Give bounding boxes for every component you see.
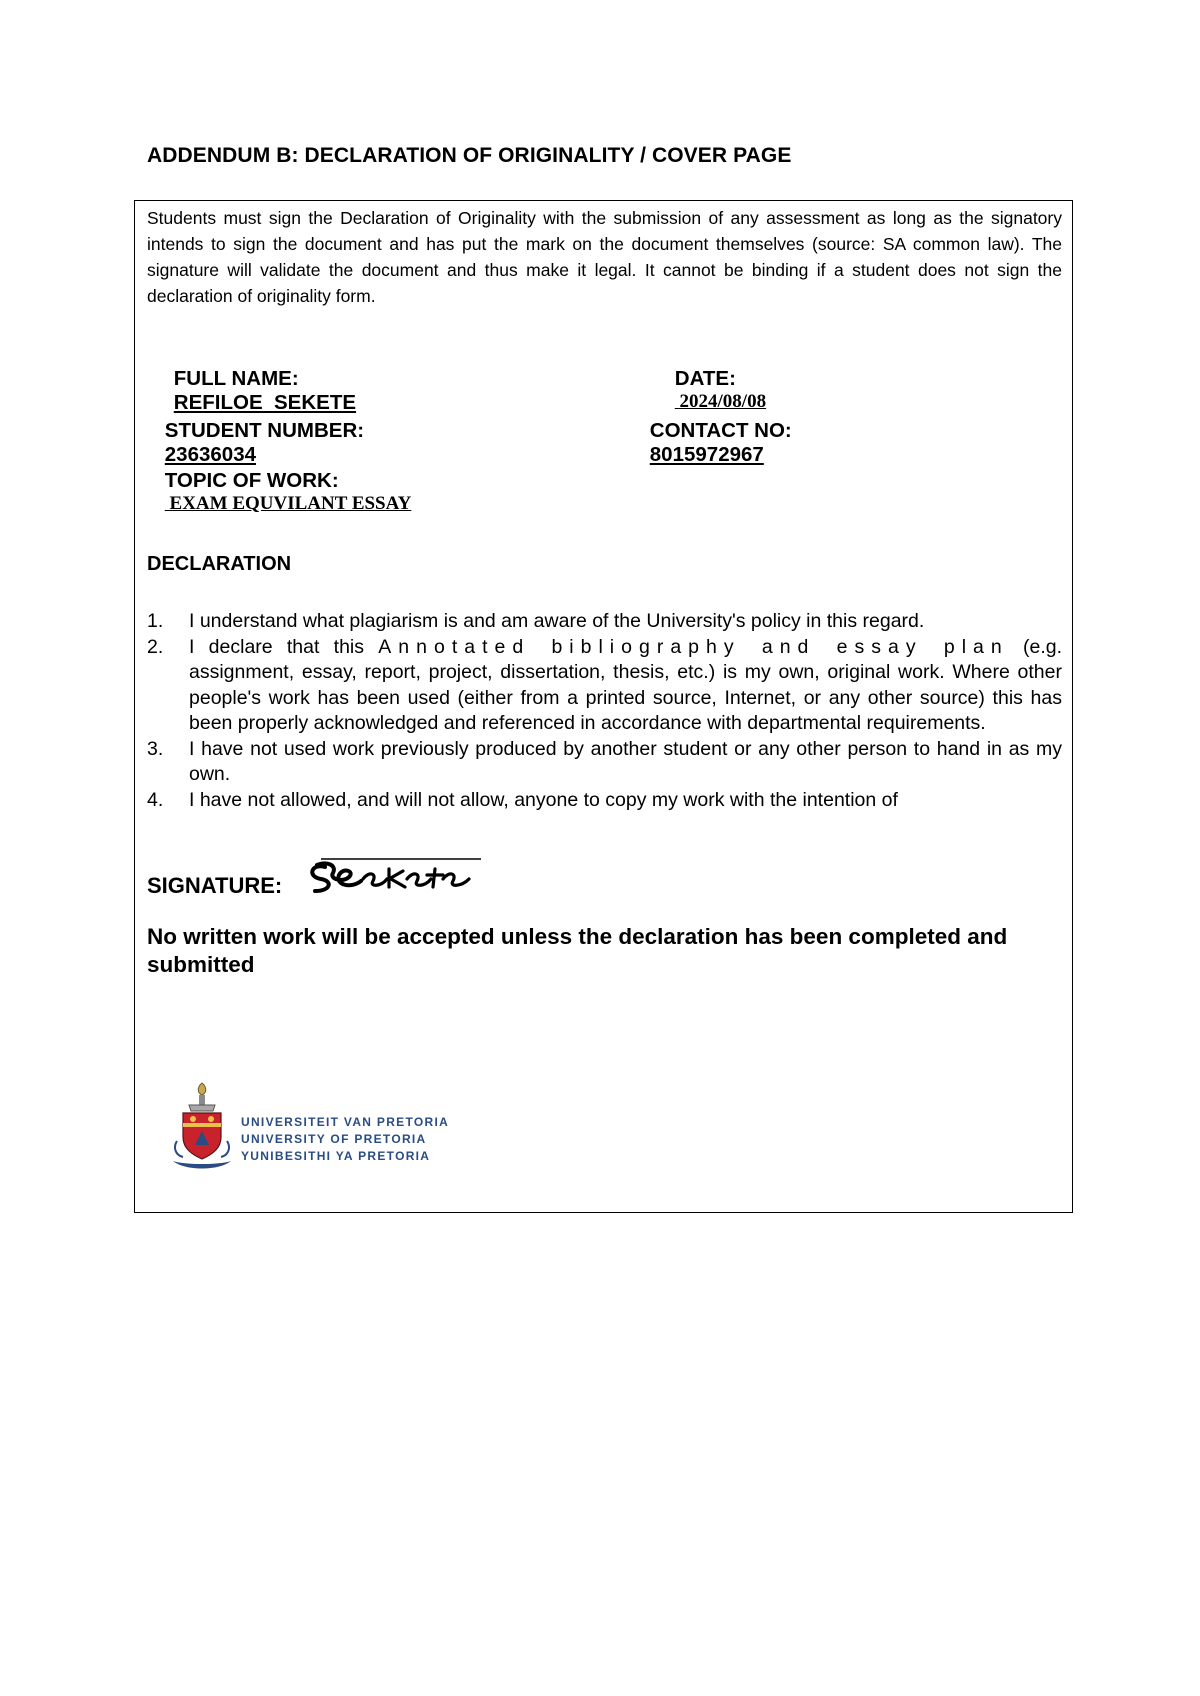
- item-text: I understand what plagiarism is and am aware of the University's policy in this regard.: [189, 610, 925, 632]
- declaration-heading: DECLARATION: [147, 553, 292, 575]
- item-text: I have not allowed, and will not allow, anyone to copy my work with the intention of: [189, 788, 898, 811]
- item-text: I declare that this: [189, 635, 379, 658]
- signature-label: SIGNATURE:: [147, 873, 283, 898]
- contact-row: [632, 401, 792, 485]
- declaration-item: [147, 609, 1062, 635]
- university-name-line: UNIVERSITY OF PRETORIA: [241, 1132, 427, 1146]
- university-name-line: YUNIBESITHI YA PRETORIA: [241, 1149, 431, 1163]
- student-number-value: 23636034: [164, 443, 256, 466]
- declaration-list: [147, 609, 1062, 813]
- date-label: DATE:: [674, 367, 736, 390]
- item-number: 3.: [147, 737, 164, 760]
- assignment-title: Annotated bibliography and essay plan: [378, 635, 1009, 658]
- topic-label: TOPIC OF WORK:: [164, 469, 339, 492]
- page-title: ADDENDUM B: DECLARATION OF ORIGINALITY / COVER PAGE: [147, 144, 792, 167]
- item-number: 2.: [147, 635, 164, 658]
- full-name-value: REFILOE SEKETE: [173, 391, 357, 414]
- declaration-item: [147, 635, 1062, 737]
- declaration-item: [147, 737, 1062, 788]
- university-name: [241, 1114, 449, 1165]
- declaration-form: [134, 200, 1073, 1213]
- intro-paragraph: Students must sign the Declaration of Originality with the submission of any assessment as long as the signatory intends to sign the document and has put the mark on the document themselves (source: SA common law). The signature will validate the document and thus make it legal. It cannot be binding if a student does not sign the declaration of originality form.: [147, 208, 1062, 306]
- topic-row: [147, 451, 411, 533]
- university-logo: [171, 1081, 461, 1171]
- declaration-item: [147, 788, 1062, 814]
- student-number-label: STUDENT NUMBER:: [164, 419, 365, 442]
- full-name-label: FULL NAME:: [173, 367, 299, 390]
- item-text: I have not used work previously produced by another student or any other person to hand in as my own.: [189, 737, 1062, 785]
- handwritten-signature: [303, 855, 483, 899]
- topic-value: EXAM EQUVILANT ESSAY: [164, 493, 412, 514]
- contact-value: 8015972967: [649, 443, 764, 466]
- item-text: (e.g. assignment, essay, report, project, dissertation, thesis, etc.) is my own, original work. Where other people's work has been used (either from a printed source, Internet, or any other source) this has been properly acknowledged and referenced in accordance with departmental requirements.: [189, 635, 1062, 734]
- item-number: 4.: [147, 788, 164, 811]
- submission-warning: No written work will be accepted unless the declaration has been completed and submitted: [147, 924, 1008, 977]
- contact-label: CONTACT NO:: [649, 419, 792, 442]
- date-value: 2024/08/08: [674, 391, 767, 412]
- item-number: 1.: [147, 610, 164, 632]
- university-crest-icon: [171, 1081, 233, 1171]
- university-name-line: UNIVERSITEIT VAN PRETORIA: [241, 1115, 450, 1129]
